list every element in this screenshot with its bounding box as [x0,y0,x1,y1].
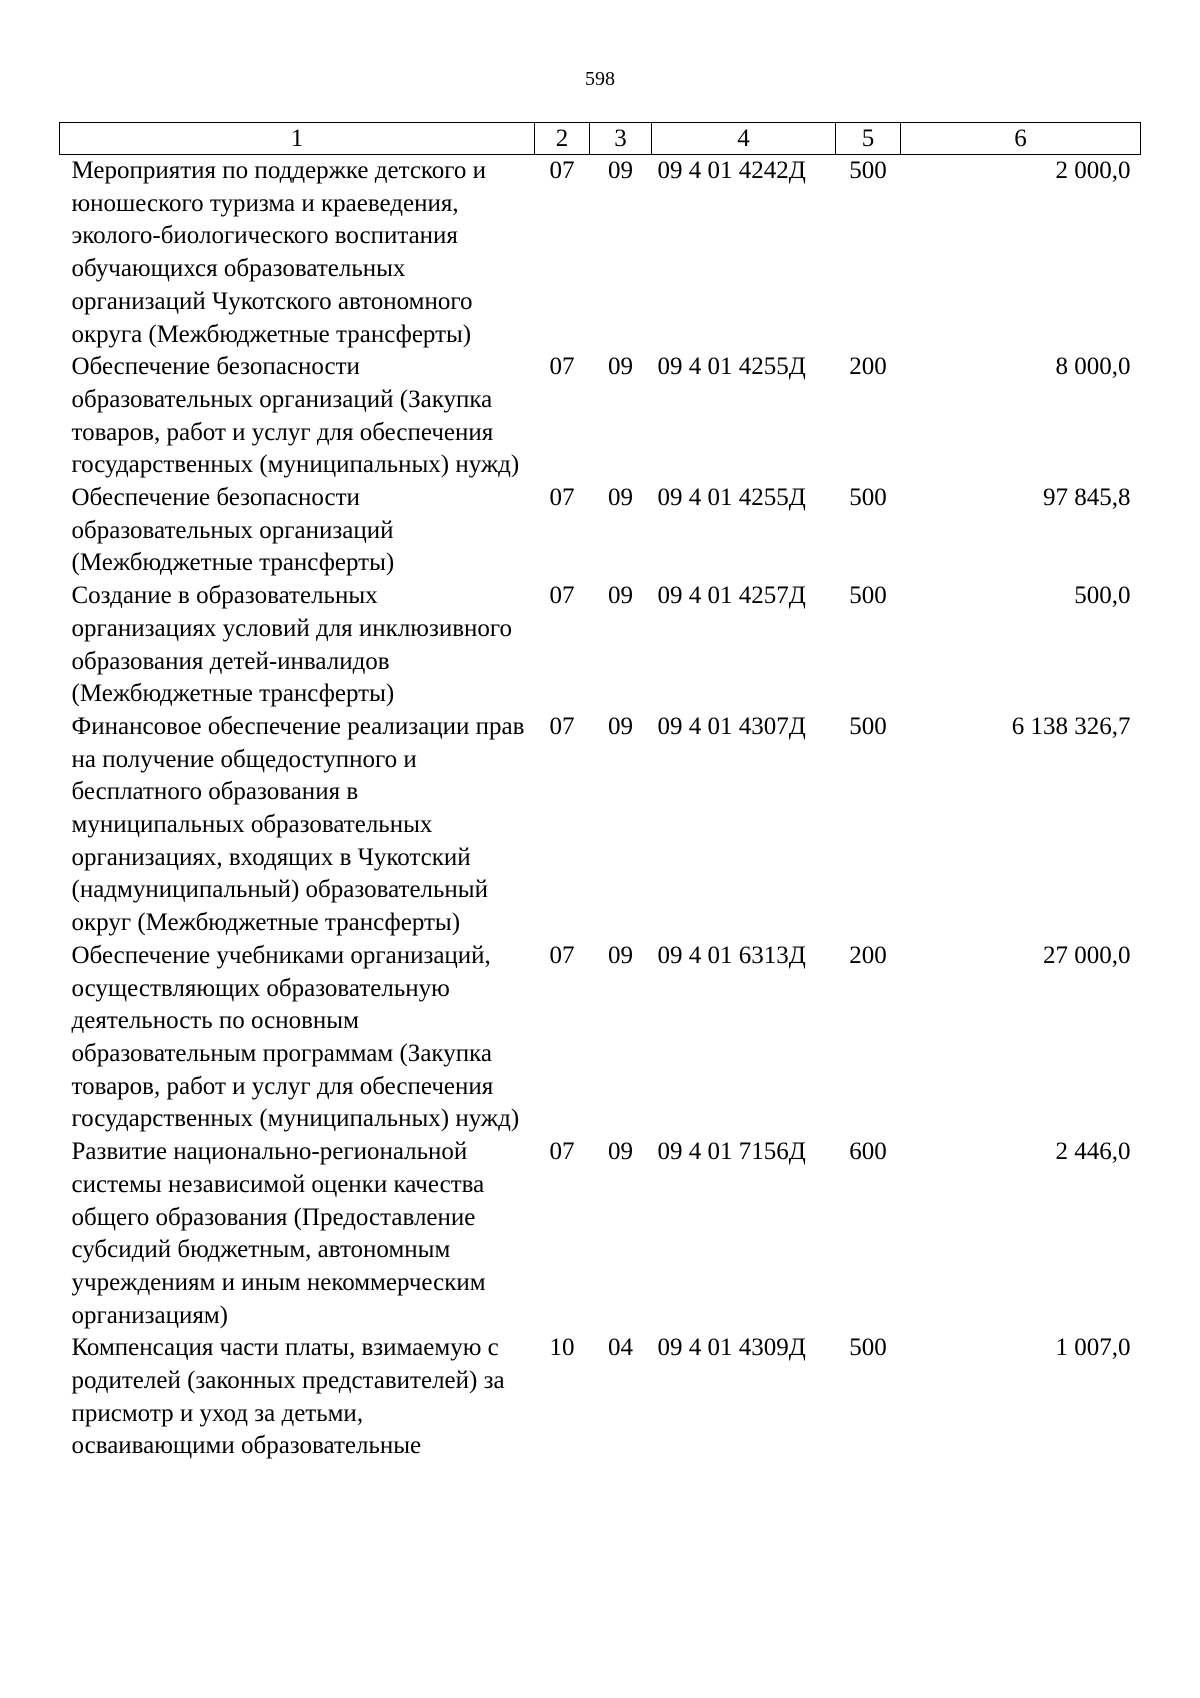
row-expense-type: 200 [849,941,887,969]
row-expense-type: 600 [849,1138,887,1166]
column-header: 6 [901,123,1141,155]
row-name: Обеспечение безопасности образовательных организаций (Межбюджетные трансферты) [71,484,395,577]
row-expense-type: 500 [849,1334,887,1362]
row-amount: 27 000,0 [1043,941,1131,969]
row-target-code: 09 4 01 4242Д [657,157,806,184]
row-section: 07 [549,712,575,740]
row-subsection: 09 [608,1138,633,1166]
row-section: 07 [549,484,575,512]
row-amount: 97 845,8 [1043,484,1131,512]
row-amount: 1 007,0 [1055,1334,1131,1362]
row-expense-type: 500 [849,157,887,184]
column-header: 5 [836,123,901,155]
row-name: Развитие национально-региональной системы независимой оценки качества общего образования (Предоставление субсидий бюджетным, автономным учреждениям и иным некоммерческим организациям) [71,1138,486,1329]
row-target-code: 09 4 01 4257Д [657,582,806,610]
page-number: 598 [585,68,615,90]
row-subsection: 09 [608,712,633,740]
table-row [60,1332,1141,1463]
row-section: 07 [549,582,575,610]
table-row [60,155,1141,352]
row-amount: 6 138 326,7 [1011,712,1131,740]
row-name: Обеспечение учебниками организаций, осуществляющих образовательную деятельность по основным образовательным программам (Закупка товаров, работ и услуг для обеспечения государственных (муниципальных) нужд) [71,941,520,1133]
column-header: 2 [535,123,590,155]
table-row [60,1136,1141,1332]
row-subsection: 04 [608,1334,633,1362]
row-section: 07 [549,353,575,381]
row-name: Обеспечение безопасности образовательных организаций (Закупка товаров, работ и услуг для обеспечения государственных (муниципальных) нужд) [71,353,520,479]
column-header: 1 [60,123,535,155]
row-subsection: 09 [608,353,633,381]
row-name: Создание в образовательных организациях условий для инклюзивного образования детей-инвалидов (Межбюджетные трансферты) [71,582,513,708]
table-row [60,580,1141,711]
row-section: 10 [549,1334,575,1362]
row-name: Финансовое обеспечение реализации прав на получение общедоступного и бесплатного образования в муниципальных образовательных организациях, входящих в Чукотский (надмуниципальный) образовательный округ (Межбюджетные трансферты) [71,712,525,937]
row-expense-type: 200 [849,353,887,381]
row-name: Компенсация части платы, взимаемую с родителей (законных представителей) за присмотр и уход за детьми, осваивающими образовательные [71,1334,505,1460]
row-amount: 2 000,0 [1055,157,1131,184]
row-section: 07 [549,1138,575,1166]
table-row [60,711,1141,940]
row-target-code: 09 4 01 4307Д [657,712,806,740]
row-name: Мероприятия по поддержке детского и юношеского туризма и краеведения, эколого-биологического воспитания обучающихся образовательных организаций Чукотского автономного округа (Межбюджетные трансферты) [71,157,487,348]
row-section: 07 [549,941,575,969]
row-expense-type: 500 [849,484,887,512]
row-subsection: 09 [608,582,633,610]
row-section: 07 [549,157,575,184]
budget-table [59,122,1141,1463]
row-target-code: 09 4 01 4255Д [657,484,806,512]
row-subsection: 09 [608,157,633,184]
row-target-code: 09 4 01 4309Д [657,1334,806,1362]
column-header: 3 [590,123,652,155]
row-expense-type: 500 [849,712,887,740]
row-target-code: 09 4 01 4255Д [657,353,806,381]
row-subsection: 09 [608,484,633,512]
table-row [60,351,1141,482]
table-header-row [60,123,1141,155]
row-amount: 8 000,0 [1055,353,1131,381]
column-header: 4 [652,123,836,155]
row-target-code: 09 4 01 7156Д [657,1138,806,1166]
row-target-code: 09 4 01 6313Д [657,941,806,969]
row-subsection: 09 [608,941,633,969]
table-row [60,940,1141,1136]
row-expense-type: 500 [849,582,887,610]
row-amount: 500,0 [1074,582,1131,610]
table-row [60,482,1141,580]
row-amount: 2 446,0 [1055,1138,1131,1166]
